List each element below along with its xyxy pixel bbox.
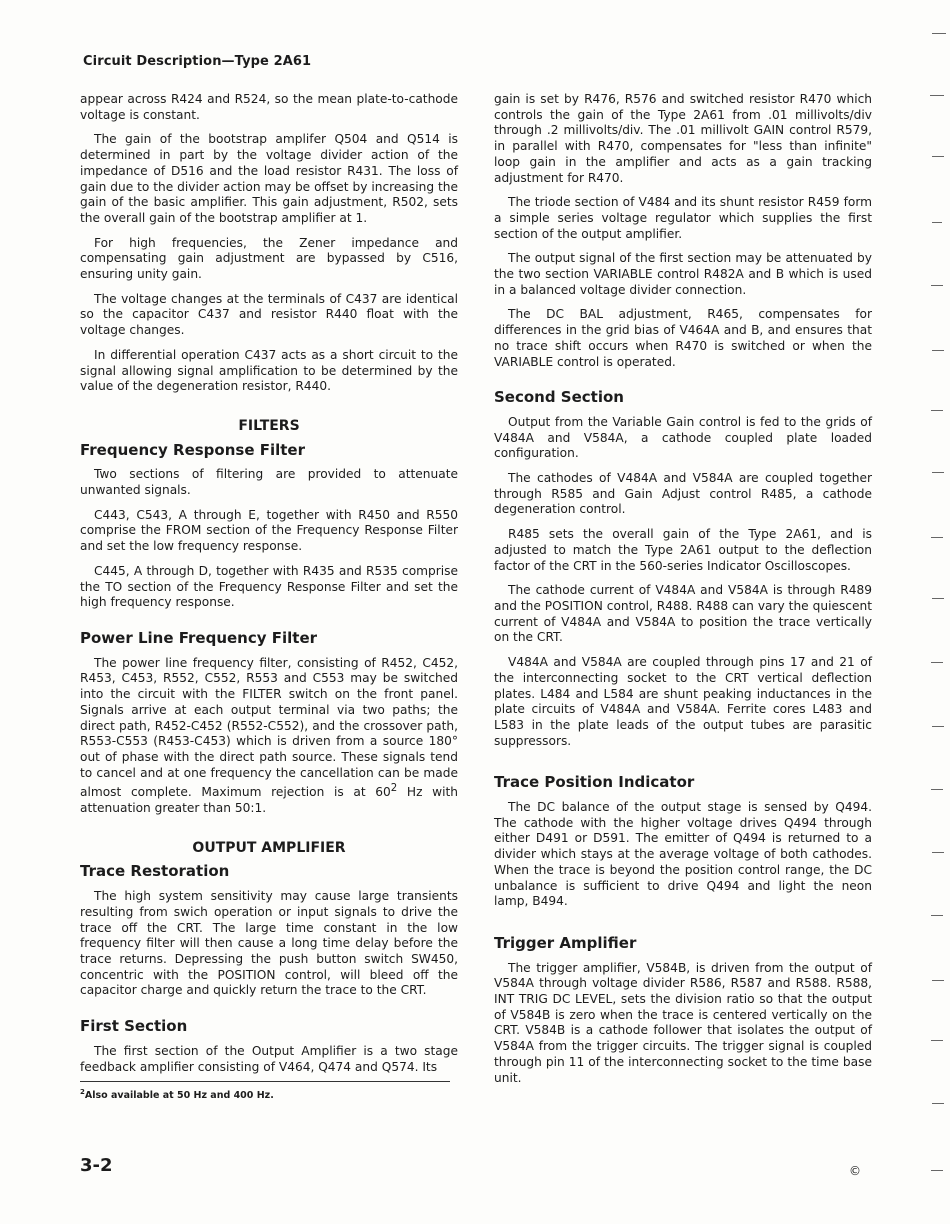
paragraph-text-end: Hz with attenuation greater than 50:1. <box>80 785 458 816</box>
subheading-power-line-frequency-filter: Power Line Frequency Filter <box>80 628 318 647</box>
right-column <box>494 92 872 1095</box>
edge-mark <box>931 915 943 916</box>
page-number: 3-2 <box>80 1155 113 1176</box>
paragraph: The cathode current of V484A and V584A is through R489 and the POSITION control, R488. R488 can vary the quiescent current of V484A and V584A to position the trace vertically on the CRT. <box>494 583 872 645</box>
paragraph: C443, C543, A through E, together with R450 and R550 comprise the FROM section of the Frequency Response Filter and set the low frequency response. <box>80 507 458 554</box>
edge-mark <box>932 33 946 34</box>
paragraph: Two sections of filtering are provided to attenuate unwanted signals. <box>80 467 458 498</box>
paragraph: The voltage changes at the terminals of C437 are identical so the capacitor C437 and resistor R440 float with the voltage changes. <box>80 291 458 338</box>
edge-mark <box>931 789 943 790</box>
paragraph: gain is set by R476, R576 and switched resistor R470 which controls the gain of the Type 2A61 from .01 millivolts/div through .2 millivolts/div. The .01 millivolt GAIN control R579, in parallel with R470, compensates for "less than infinite" loop gain in the amplifier and acts as a gain tracking adjustment for R470. <box>494 92 872 185</box>
paragraph: The cathodes of V484A and V584A are coupled together through R585 and Gain Adjust control R485, a cathode degeneration control. <box>494 471 872 517</box>
edge-mark <box>932 980 944 981</box>
paragraph: The triode section of V484 and its shunt resistor R459 form a simple series voltage regulator which supplies the first section of the output amplifier. <box>494 195 872 241</box>
edge-mark <box>932 852 944 853</box>
footnote-text: Also available at 50 Hz and 400 Hz. <box>84 1090 274 1102</box>
footnote <box>80 1085 458 1104</box>
subheading-trace-position-indicator: Trace Position Indicator <box>494 773 695 792</box>
edge-mark <box>931 662 943 663</box>
paragraph: The DC BAL adjustment, R465, compensates for differences in the grid bias of V464A and B, and ensures that no trace shift occurs when R470 is switched or when the VARIABLE control is operated. <box>494 307 872 369</box>
edge-mark <box>932 156 944 157</box>
left-column <box>80 92 458 1104</box>
paragraph: The first section of the Output Amplifier is a two stage feedback amplifier consisting of V464, Q474 and Q574. Its <box>80 1043 458 1074</box>
paragraph: The high system sensitivity may cause large transients resulting from swich operation or input signals to drive the trace off the CRT. The large time constant in the low frequency filter will then cause a long time delay before the trace returns. Depressing the push button switch SW450, concentric with the POSITION control, will bleed off the capacitor charge and quickly return the trace to the CRT. <box>80 889 458 998</box>
paragraph: The gain of the bootstrap amplifer Q504 and Q514 is determined in part by the voltage divider action of the impedance of D516 and the load resistor R431. The loss of gain due to the divider action may be offset by increasing the gain of the basic amplifier. This gain adjustment, R502, sets the overall gain of the bootstrap amplifier at 1. <box>80 132 458 225</box>
paragraph: R485 sets the overall gain of the Type 2A61, and is adjusted to match the Type 2A61 output to the deflection factor of the CRT in the 560-series Indicator Oscilloscopes. <box>494 527 872 573</box>
section-heading-output-amplifier: OUTPUT AMPLIFIER <box>192 839 346 856</box>
edge-mark <box>932 598 944 599</box>
paragraph: For high frequencies, the Zener impedance and compensating gain adjustment are bypassed by C516, ensuring unity gain. <box>80 235 458 282</box>
paragraph: The output signal of the first section may be attenuated by the two section VARIABLE control R482A and B which is used in a balanced voltage divider connection. <box>494 251 872 297</box>
scan-edge-marks <box>912 0 950 1224</box>
subheading-frequency-response-filter: Frequency Response Filter <box>80 440 305 459</box>
running-head: Circuit Description—Type 2A61 <box>83 54 312 69</box>
footnote-divider <box>80 1081 450 1082</box>
paragraph: Output from the Variable Gain control is fed to the grids of V484A and V584A, a cathode coupled plate loaded configuration. <box>494 414 872 461</box>
footnote-mark: 2 <box>80 1088 85 1097</box>
paragraph: In differential operation C437 acts as a short circuit to the signal allowing signal amplification to be determined by the value of the degeneration resistor, R440. <box>80 347 458 394</box>
section-heading-filters: FILTERS <box>238 417 300 434</box>
edge-mark <box>931 1040 943 1041</box>
edge-mark <box>931 537 943 538</box>
edge-mark <box>931 410 943 411</box>
paragraph: C445, A through D, together with R435 and R535 comprise the TO section of the Frequency Response Filter and set the high frequency response. <box>80 563 458 610</box>
edge-mark <box>932 350 944 351</box>
edge-mark <box>932 222 942 223</box>
edge-mark <box>931 285 943 286</box>
footnote-ref: 2 <box>390 783 398 795</box>
paragraph: V484A and V584A are coupled through pins 17 and 21 of the interconnecting socket to the CRT vertical deflection plates. L484 and L584 are shunt peaking inductances in the plate circuits of V484A and V584A. Ferrite cores L483 and L583 in the plate leads of the output tubes are parasitic suppressors. <box>494 655 872 748</box>
subheading-second-section: Second Section <box>494 388 624 407</box>
edge-mark <box>931 1170 943 1171</box>
copyright-mark: © <box>849 1164 861 1178</box>
edge-mark <box>932 472 944 473</box>
subheading-trigger-amplifier: Trigger Amplifier <box>494 933 637 952</box>
edge-mark <box>932 1103 944 1104</box>
paragraph-power-line-filter <box>80 656 458 817</box>
edge-mark <box>932 726 944 727</box>
subheading-trace-restoration: Trace Restoration <box>80 862 230 881</box>
paragraph: The trigger amplifier, V584B, is driven from the output of V584A through voltage divider R586, R587 and R588. R588, INT TRIG DC LEVEL, sets the division ratio so that the output of V584B is zero when the trace is centered vertically on the CRT. V584B is a cathode follower that isolates the output of V584A from the trigger circuits. The trigger signal is coupled through pin 11 of the interconnecting socket to the time base unit. <box>494 960 872 1085</box>
edge-mark <box>930 95 944 96</box>
subheading-first-section: First Section <box>80 1017 188 1036</box>
paragraph-text: The power line frequency filter, consisting of R452, C452, R453, C453, R552, C552, R553 and C553 may be switched into the circuit with the FILTER switch on the front panel. Signals arrive at each output terminal via two paths; the direct path, R452-C452 (R552-C552), and the crossover path, R553-C553 (R453-C453) which is driven from a source 180° out of phase with the direct path source. These signals tend to cancel and at one frequency the cancellation can be made almost complete. Maximum rejection is at 60 <box>80 655 458 800</box>
paragraph: The DC balance of the output stage is sensed by Q494. The cathode with the higher voltage drives Q494 through either D491 or D591. The emitter of Q494 is returned to a divider which stays at the average voltage of both cathodes. When the trace is beyond the position control range, the DC unbalance is sufficient to drive Q494 and light the neon lamp, B494. <box>494 800 872 909</box>
paragraph: appear across R424 and R524, so the mean plate-to-cathode voltage is constant. <box>80 92 458 122</box>
